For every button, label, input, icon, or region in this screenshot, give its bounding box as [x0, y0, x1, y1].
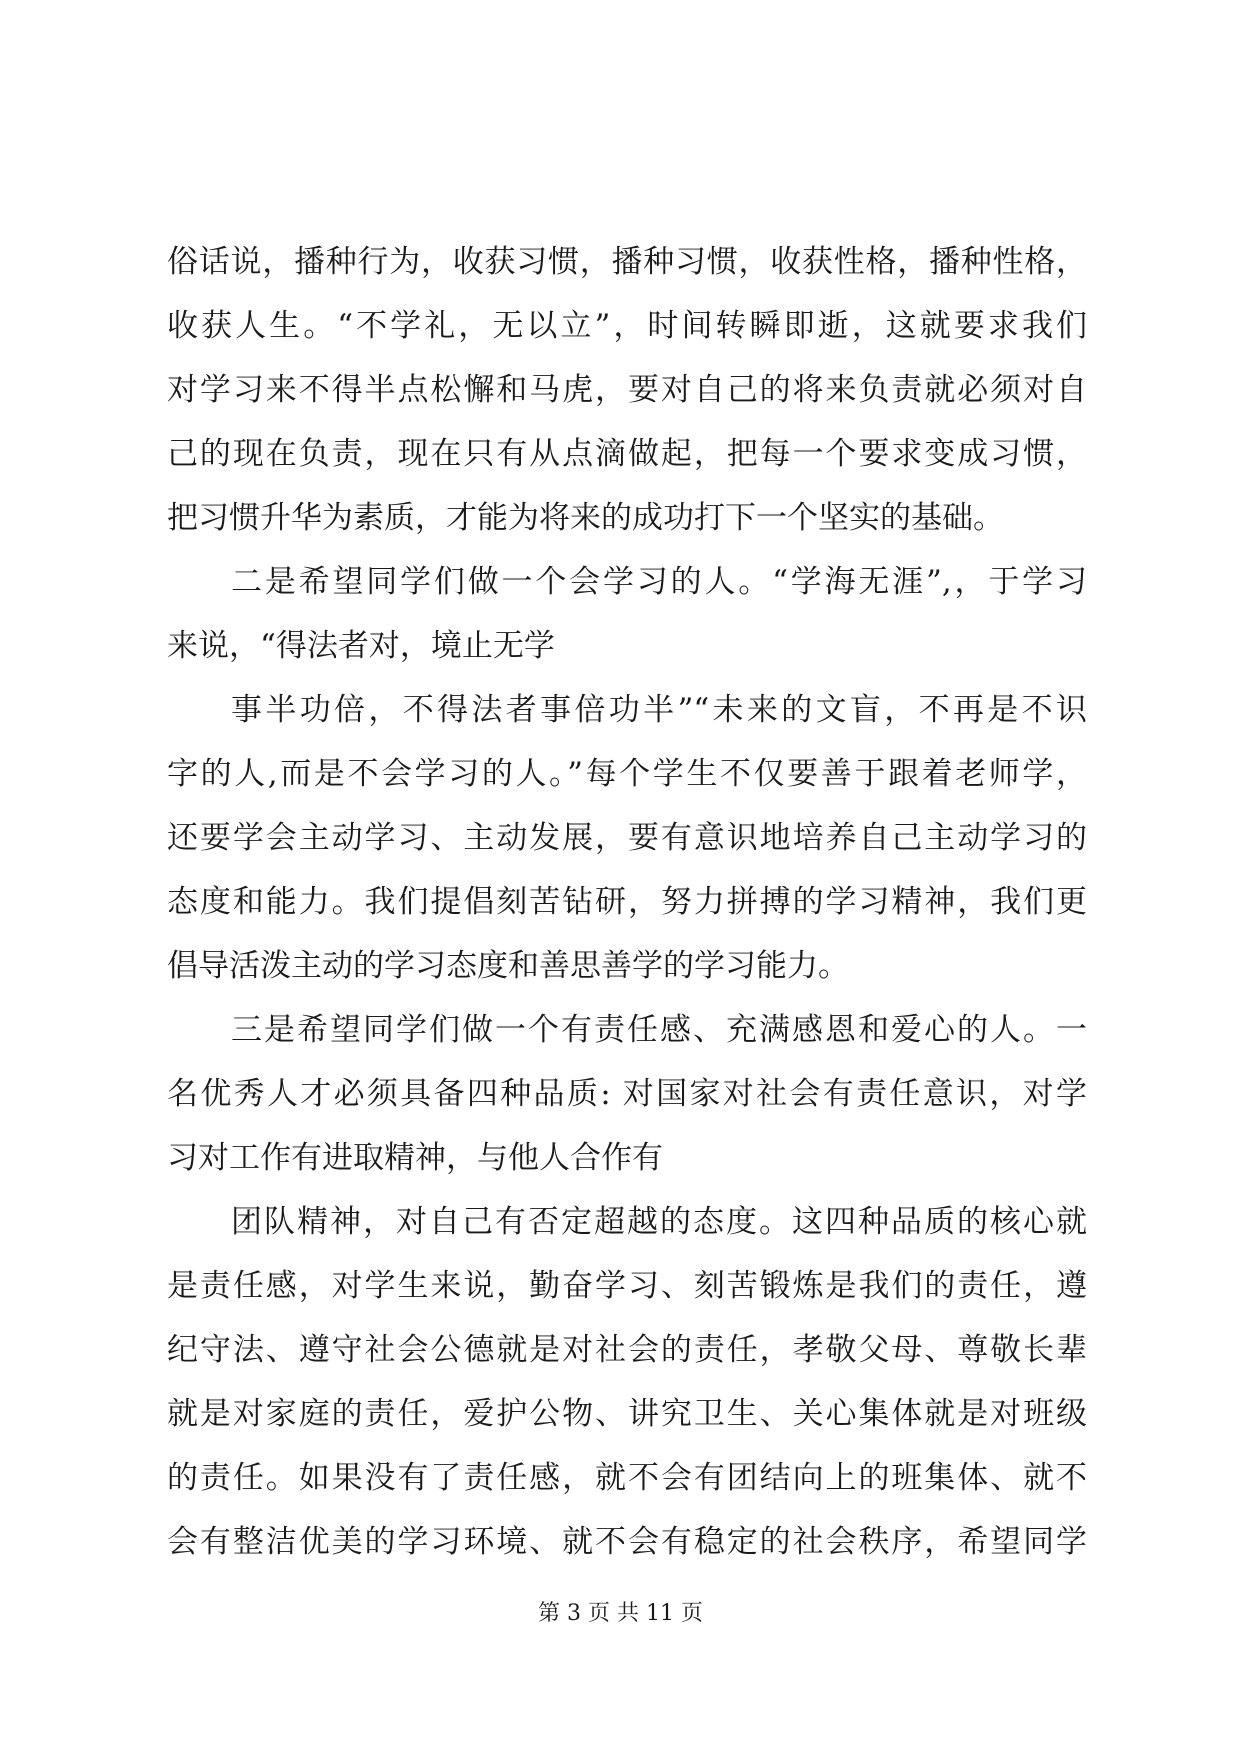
page-footer: 第 3 页 共 11 页 — [538, 1601, 703, 1626]
text-line: 对学习来不得半点松懈和马虎，要对自己的将来负责就必须对自 — [167, 372, 1087, 408]
text-line: 就是对家庭的责任，爱护公物、讲究卫生、关心集体就是对班级 — [167, 1396, 1087, 1432]
text-line: 名优秀人才必须具备四种品质: 对国家对社会有责任意识，对学 — [167, 1076, 1087, 1112]
text-line: 俗话说，播种行为，收获习惯，播种习惯，收获性格，播种性格， — [167, 244, 1087, 280]
text-line: 己的现在负责，现在只有从点滴做起，把每一个要求变成习惯， — [167, 436, 1087, 472]
text-line: 会有整洁优美的学习环境、就不会有稳定的社会秩序，希望同学 — [167, 1524, 1087, 1560]
text-line: 收获人生。“不学礼，无以立”，时间转瞬即逝，这就要求我们 — [167, 308, 1087, 344]
text-line: 二是希望同学们做一个会学习的人。“学海无涯”,，于学习 — [231, 564, 1087, 600]
text-line: 倡导活泼主动的学习态度和善思善学的学习能力。 — [167, 948, 849, 984]
text-line: 团队精神，对自己有否定超越的态度。这四种品质的核心就 — [231, 1204, 1087, 1240]
text-line: 习对工作有进取精神，与他人合作有 — [167, 1140, 663, 1176]
text-line: 纪守法、遵守社会公德就是对社会的责任，孝敬父母、尊敬长辈 — [167, 1332, 1087, 1368]
text-line: 把习惯升华为素质，才能为将来的成功打下一个坚实的基础。 — [167, 500, 1004, 536]
text-line: 是责任感，对学生来说，勤奋学习、刻苦锻炼是我们的责任，遵 — [167, 1268, 1087, 1304]
text-line: 字的人,而是不会学习的人。”每个学生不仅要善于跟着老师学， — [167, 756, 1087, 792]
text-line: 的责任。如果没有了责任感，就不会有团结向上的班集体、就不 — [167, 1460, 1087, 1496]
text-line: 来说，“得法者对，境止无学 — [167, 628, 555, 664]
text-line: 事半功倍，不得法者事倍功半”“未来的文盲，不再是不识 — [231, 692, 1087, 728]
text-line: 还要学会主动学习、主动发展，要有意识地培养自己主动学习的 — [167, 820, 1087, 856]
text-line: 态度和能力。我们提倡刻苦钻研，努力拼搏的学习精神，我们更 — [167, 884, 1087, 920]
text-line: 三是希望同学们做一个有责任感、充满感恩和爱心的人。一 — [231, 1012, 1087, 1048]
